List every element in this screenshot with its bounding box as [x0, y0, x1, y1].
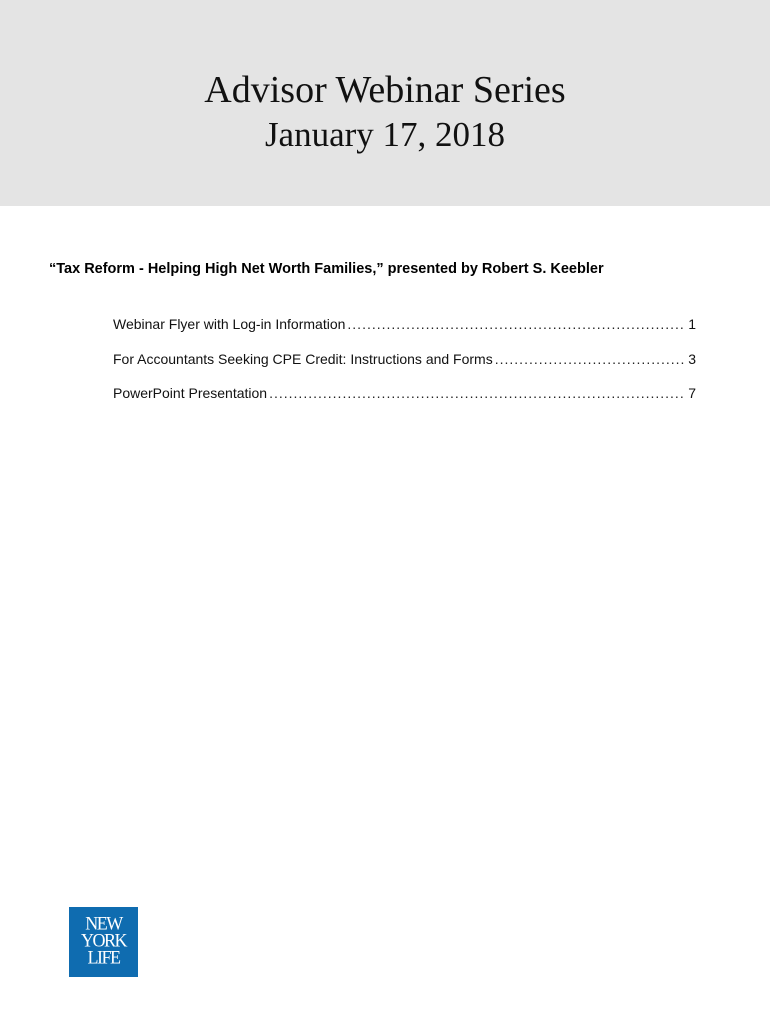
- new-york-life-logo: [69, 907, 138, 977]
- toc-leader-dots: [495, 349, 685, 369]
- toc-item-label: For Accountants Seeking CPE Credit: Instructions and Forms: [113, 350, 493, 367]
- document-title: Advisor Webinar Series: [204, 69, 566, 111]
- session-title: “Tax Reform - Helping High Net Worth Families,” presented by Robert S. Keebler: [49, 261, 604, 277]
- toc-item-label: PowerPoint Presentation: [113, 385, 268, 401]
- logo-line-life: LIFE: [87, 946, 120, 968]
- toc-item-page: 3: [688, 350, 696, 367]
- toc-item-page: 1: [688, 316, 696, 332]
- toc-item-cpe-credit[interactable]: [113, 349, 696, 384]
- toc-item-label: Webinar Flyer with Log-in Information: [113, 316, 346, 332]
- document-date: January 17, 2018: [264, 115, 506, 154]
- logo-line-york: YORK: [80, 929, 126, 951]
- logo-line-new: NEW: [85, 912, 122, 934]
- header-band: [0, 0, 770, 206]
- table-of-contents: [113, 314, 696, 418]
- toc-item-webinar-flyer[interactable]: [113, 314, 696, 349]
- toc-leader-dots: [269, 383, 685, 403]
- toc-leader-dots: [347, 314, 685, 334]
- toc-item-powerpoint[interactable]: [113, 383, 696, 418]
- toc-item-page: 7: [688, 385, 696, 401]
